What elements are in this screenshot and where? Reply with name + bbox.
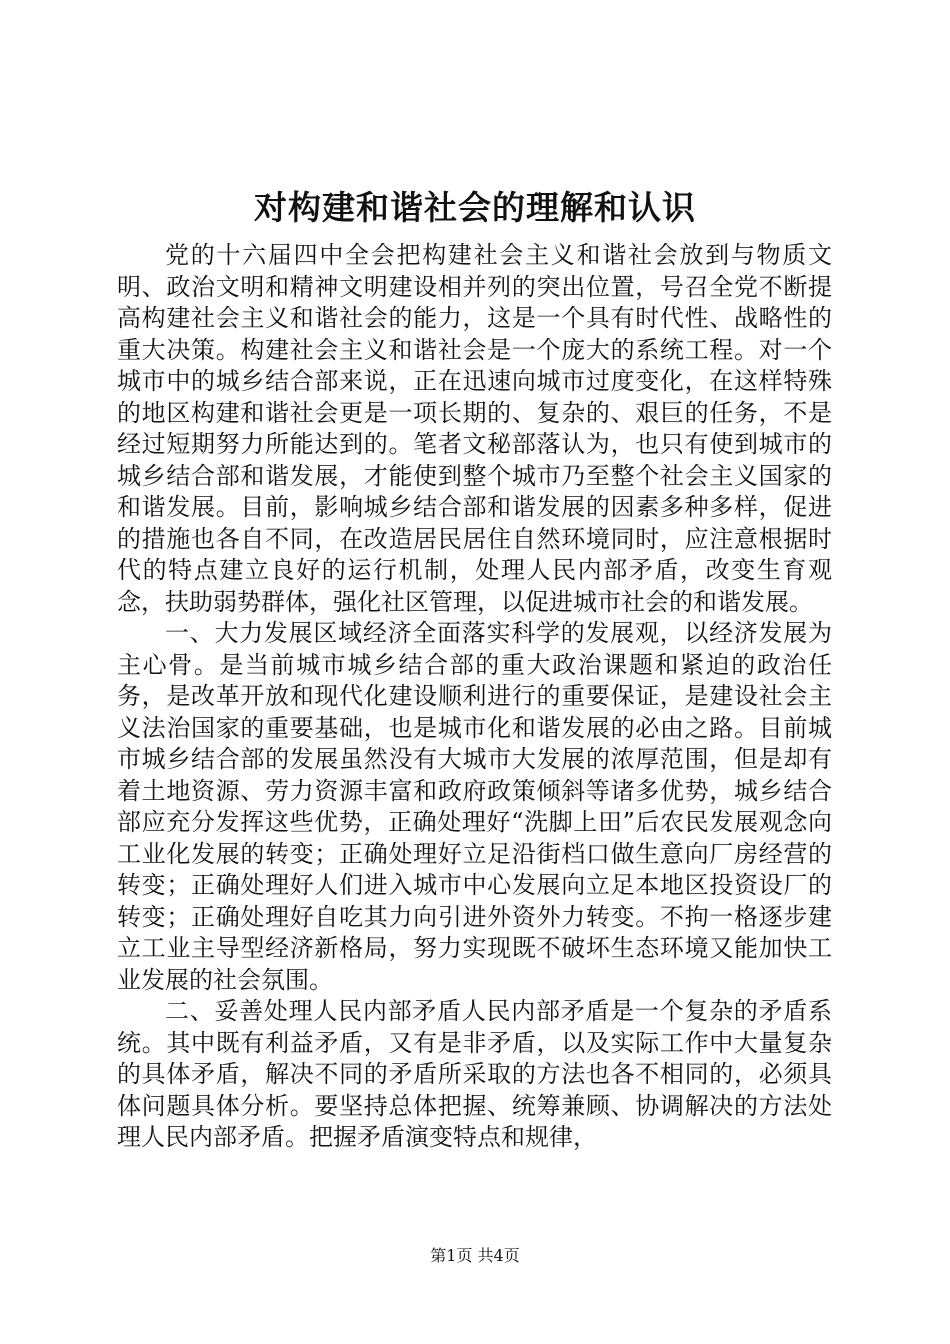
document-title: 对构建和谐社会的理解和认识 bbox=[254, 188, 696, 227]
document-body bbox=[117, 240, 832, 1154]
page-footer: 第1页 共4页 bbox=[430, 1246, 520, 1265]
paragraph-intro: 党的十六届四中全会把构建社会主义和谐社会放到与物质文明、政治文明和精神文明建设相并列的突出位置，号召全党不断提高构建社会主义和谐社会的能力，这是一个具有时代性、战略性的重大决策。构建社会主义和谐社会是一个庞大的系统工程。对一个城市中的城乡结合部来说，正在迅速向城市过度变化，在这样特殊的地区构建和谐社会更是一项长期的、复杂的、艰巨的任务，不是经过短期努力所能达到的。笔者文秘部落认为，也只有使到城市的城乡结合部和谐发展，才能使到整个城市乃至整个社会主义国家的和谐发展。目前，影响城乡结合部和谐发展的因素多种多样，促进的措施也各自不同，在改造居民居住自然环境同时，应注意根据时代的特点建立良好的运行机制，处理人民内部矛盾，改变生育观念，扶助弱势群体，强化社区管理，以促进城市社会的和谐发展。 bbox=[117, 241, 832, 616]
paragraph-section-one: 一、大力发展区域经济全面落实科学的发展观，以经济发展为主心骨。是当前城市城乡结合部的重大政治课题和紧迫的政治任务，是改革开放和现代化建设顺利进行的重要保证，是建设社会主义法治国家的重要基础，也是城市化和谐发展的必由之路。目前城市城乡结合部的发展虽然没有大城市大发展的浓厚范围，但是却有着土地资源、劳力资源丰富和政府政策倾斜等诸多优势，城乡结合部应充分发挥这些优势，正确处理好“洗脚上田”后农民发展观念向工业化发展的转变；正确处理好立足沿街档口做生意向厂房经营的转变；正确处理好人们进入城市中心发展向立足本地区投资设厂的转变；正确处理好自吃其力向引进外资外力转变。不拘一格逐步建立工业主导型经济新格局，努力实现既不破坏生态环境又能加快工业发展的社会氛围。 bbox=[117, 619, 832, 994]
paragraph-section-two: 二、妥善处理人民内部矛盾人民内部矛盾是一个复杂的矛盾系统。其中既有利益矛盾，又有是非矛盾，以及实际工作中大量复杂的具体矛盾，解决不同的矛盾所采取的方法也各不相同的，必须具体问题具体分析。要坚持总体把握、统筹兼顾、协调解决的方法处理人民内部矛盾。把握矛盾演变特点和规律， bbox=[117, 997, 832, 1151]
